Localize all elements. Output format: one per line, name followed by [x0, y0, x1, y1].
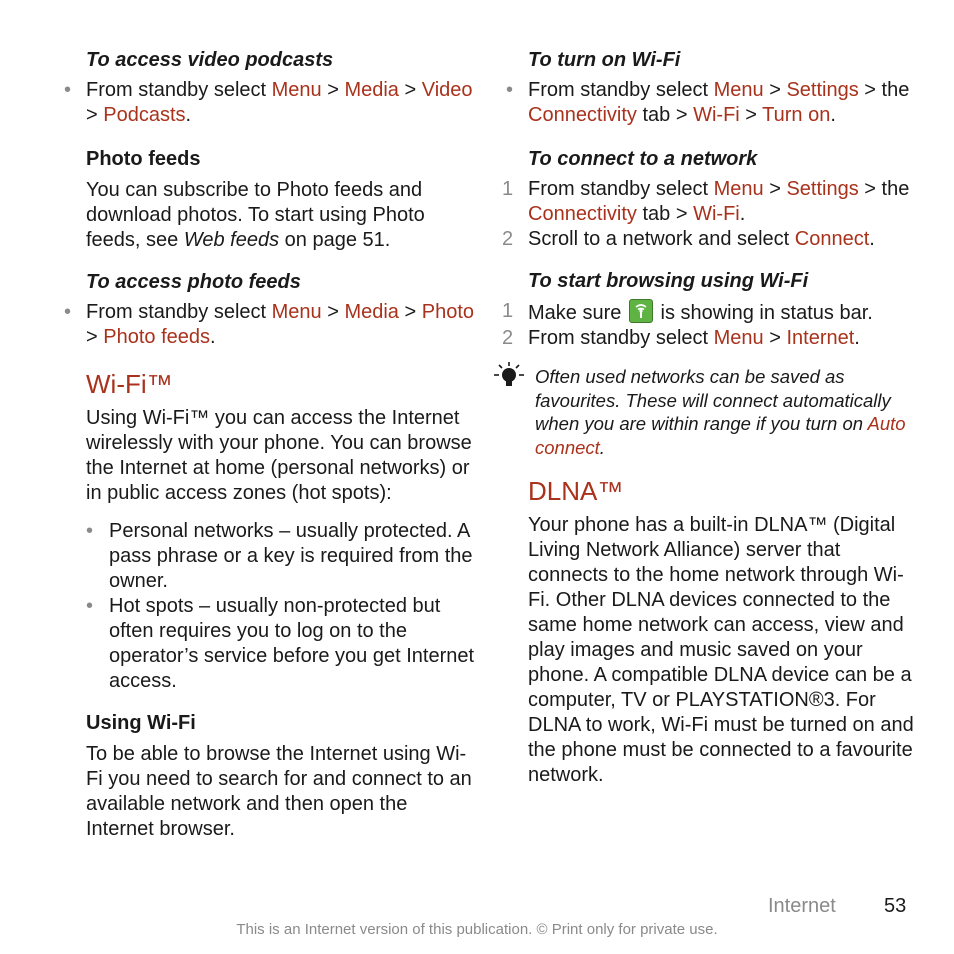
separator: >	[398, 301, 422, 323]
wifi-status-icon	[629, 299, 653, 323]
auto-connect-link[interactable]: Auto connect	[535, 413, 906, 458]
menu-link[interactable]: Menu	[713, 327, 764, 349]
list-item	[502, 299, 914, 326]
punctuation: .	[854, 327, 860, 349]
step-list	[502, 177, 914, 252]
connectivity-link[interactable]: Connectivity	[528, 104, 637, 126]
connect-link[interactable]: Connect	[794, 228, 870, 250]
turn-on-link[interactable]: Turn on	[762, 104, 831, 126]
separator: >	[763, 79, 787, 101]
connect-network-section	[502, 147, 914, 252]
list-item	[64, 78, 478, 128]
right-column-inner	[502, 48, 914, 788]
settings-link[interactable]: Settings	[786, 178, 859, 200]
step-text: From standby select	[86, 301, 272, 323]
separator: tab >	[636, 104, 694, 126]
browsing-wifi-section	[502, 269, 914, 351]
punctuation: .	[185, 104, 192, 126]
list-item	[86, 519, 478, 594]
separator: > the	[858, 79, 910, 101]
photo-feeds-heading: Photo feeds	[86, 148, 201, 170]
punctuation: .	[739, 203, 746, 225]
menu-link[interactable]: Menu	[713, 178, 764, 200]
separator: >	[398, 79, 422, 101]
step-list	[502, 299, 914, 351]
photo-feeds-paragraph	[86, 178, 478, 253]
paragraph-text: You can subscribe to Photo feeds and download photos. To start using Photo feeds, see	[86, 179, 425, 251]
list-item	[86, 594, 478, 694]
internet-link[interactable]: Internet	[786, 327, 855, 349]
punctuation: .	[830, 104, 836, 126]
separator: >	[763, 178, 787, 200]
wifi-intro-paragraph: Using Wi-Fi™ you can access the Internet wirelessly with your phone. You can browse the Internet at home (personal networks) or in public access zones (hot spots):	[86, 407, 472, 504]
step-text: From standby select	[86, 79, 272, 101]
step-number: 2	[502, 228, 514, 250]
separator: >	[86, 104, 104, 126]
bullet-dot-icon: •	[86, 520, 94, 542]
dlna-paragraph: Your phone has a built-in DLNA™ (Digital Living Network Alliance) server that connects to the home network through Wi-Fi. Other DLNA devices connected to the same home network can access, view and play images and music saved on your phone. A compatible DLNA device can be a computer, TV or PLAYSTATION®3. For DLNA to work, Wi-Fi must be turned on and the phone must be connected to a favourite network.	[528, 514, 914, 786]
separator: >	[763, 327, 787, 349]
wifi-heading: Wi-Fi™	[86, 369, 173, 399]
bullet-text: Personal networks – usually protected. A pass phrase or a key is required from the owner.	[109, 520, 473, 592]
step-text: is showing in status bar.	[654, 302, 873, 324]
task-title-browsing-wifi: To start browsing using Wi-Fi	[528, 270, 809, 292]
bullet-dot-icon: •	[86, 595, 94, 617]
menu-link[interactable]: Menu	[271, 79, 322, 101]
photo-feeds-link[interactable]: Photo feeds	[103, 326, 210, 348]
separator: >	[321, 79, 345, 101]
list-item	[506, 78, 914, 128]
step-text: Make sure	[528, 302, 627, 324]
wifi-section	[86, 369, 478, 694]
task-title-connect-network: To connect to a network	[528, 148, 758, 170]
media-link[interactable]: Media	[344, 79, 399, 101]
lightbulb-tip-icon	[492, 361, 526, 389]
bullet-text: Hot spots – usually non-protected but often requires you to log on to the operator’s service before you get Internet access.	[109, 595, 475, 692]
task-title-access-photo-feeds: To access photo feeds	[86, 271, 301, 293]
access-photo-feeds-section	[64, 270, 478, 350]
punctuation: .	[599, 436, 605, 458]
photo-feeds-section	[86, 147, 478, 253]
bullet-dot-icon: •	[64, 79, 72, 101]
web-feeds-reference: Web feeds	[183, 229, 280, 251]
list-item	[502, 326, 914, 351]
bullet-dot-icon: •	[506, 79, 514, 101]
task-title-video-podcasts: To access video podcasts	[86, 49, 334, 71]
list-item	[64, 300, 478, 350]
punctuation: .	[869, 228, 875, 250]
right-column	[502, 48, 914, 788]
paragraph-text: on page 51.	[279, 229, 391, 251]
video-podcasts-section	[64, 48, 478, 128]
separator: >	[321, 301, 345, 323]
left-column	[64, 48, 478, 842]
step-number: 2	[502, 327, 514, 349]
media-link[interactable]: Media	[344, 301, 399, 323]
step-text: From standby select	[528, 79, 714, 101]
step-text: From standby select	[528, 178, 714, 200]
footer-notice: This is an Internet version of this publication. © Print only for private use.	[236, 921, 718, 938]
video-link[interactable]: Video	[421, 79, 473, 101]
menu-link[interactable]: Menu	[271, 301, 322, 323]
turn-on-wifi-section	[506, 48, 914, 128]
bullet-list	[506, 78, 914, 128]
wifi-link[interactable]: Wi-Fi	[693, 203, 740, 225]
using-wifi-heading: Using Wi-Fi	[86, 712, 196, 734]
bullet-dot-icon: •	[64, 301, 72, 323]
using-wifi-paragraph: To be able to browse the Internet using Wi-Fi you need to search for and connect to an available network and then open the Internet browser.	[86, 743, 472, 840]
tip-text: Often used networks can be saved as favourites. These will connect automatically when you are within range if you turn on	[535, 366, 891, 434]
wifi-link[interactable]: Wi-Fi	[693, 104, 740, 126]
task-title-turn-on-wifi: To turn on Wi-Fi	[528, 49, 681, 71]
step-number: 1	[502, 300, 514, 322]
bullet-list	[64, 300, 478, 350]
separator: >	[739, 104, 763, 126]
step-text: Scroll to a network and select	[528, 228, 795, 250]
step-number: 1	[502, 178, 514, 200]
separator: > the	[858, 178, 910, 200]
page-number: 53	[884, 895, 907, 917]
wifi-bullet-list	[86, 519, 478, 694]
footer-section-label: Internet	[768, 895, 836, 917]
tip-note	[502, 365, 914, 459]
podcasts-link[interactable]: Podcasts	[103, 104, 186, 126]
connectivity-link[interactable]: Connectivity	[528, 203, 637, 225]
menu-link[interactable]: Menu	[713, 79, 764, 101]
list-item	[502, 227, 914, 252]
dlna-section	[528, 476, 914, 788]
separator: >	[86, 326, 104, 348]
step-text: From standby select	[528, 327, 714, 349]
photo-link[interactable]: Photo	[421, 301, 474, 323]
list-item	[502, 177, 914, 227]
separator: tab >	[636, 203, 694, 225]
bullet-list	[64, 78, 478, 128]
punctuation: .	[210, 326, 216, 348]
using-wifi-section	[86, 711, 478, 842]
settings-link[interactable]: Settings	[786, 79, 859, 101]
dlna-heading: DLNA™	[528, 476, 624, 506]
